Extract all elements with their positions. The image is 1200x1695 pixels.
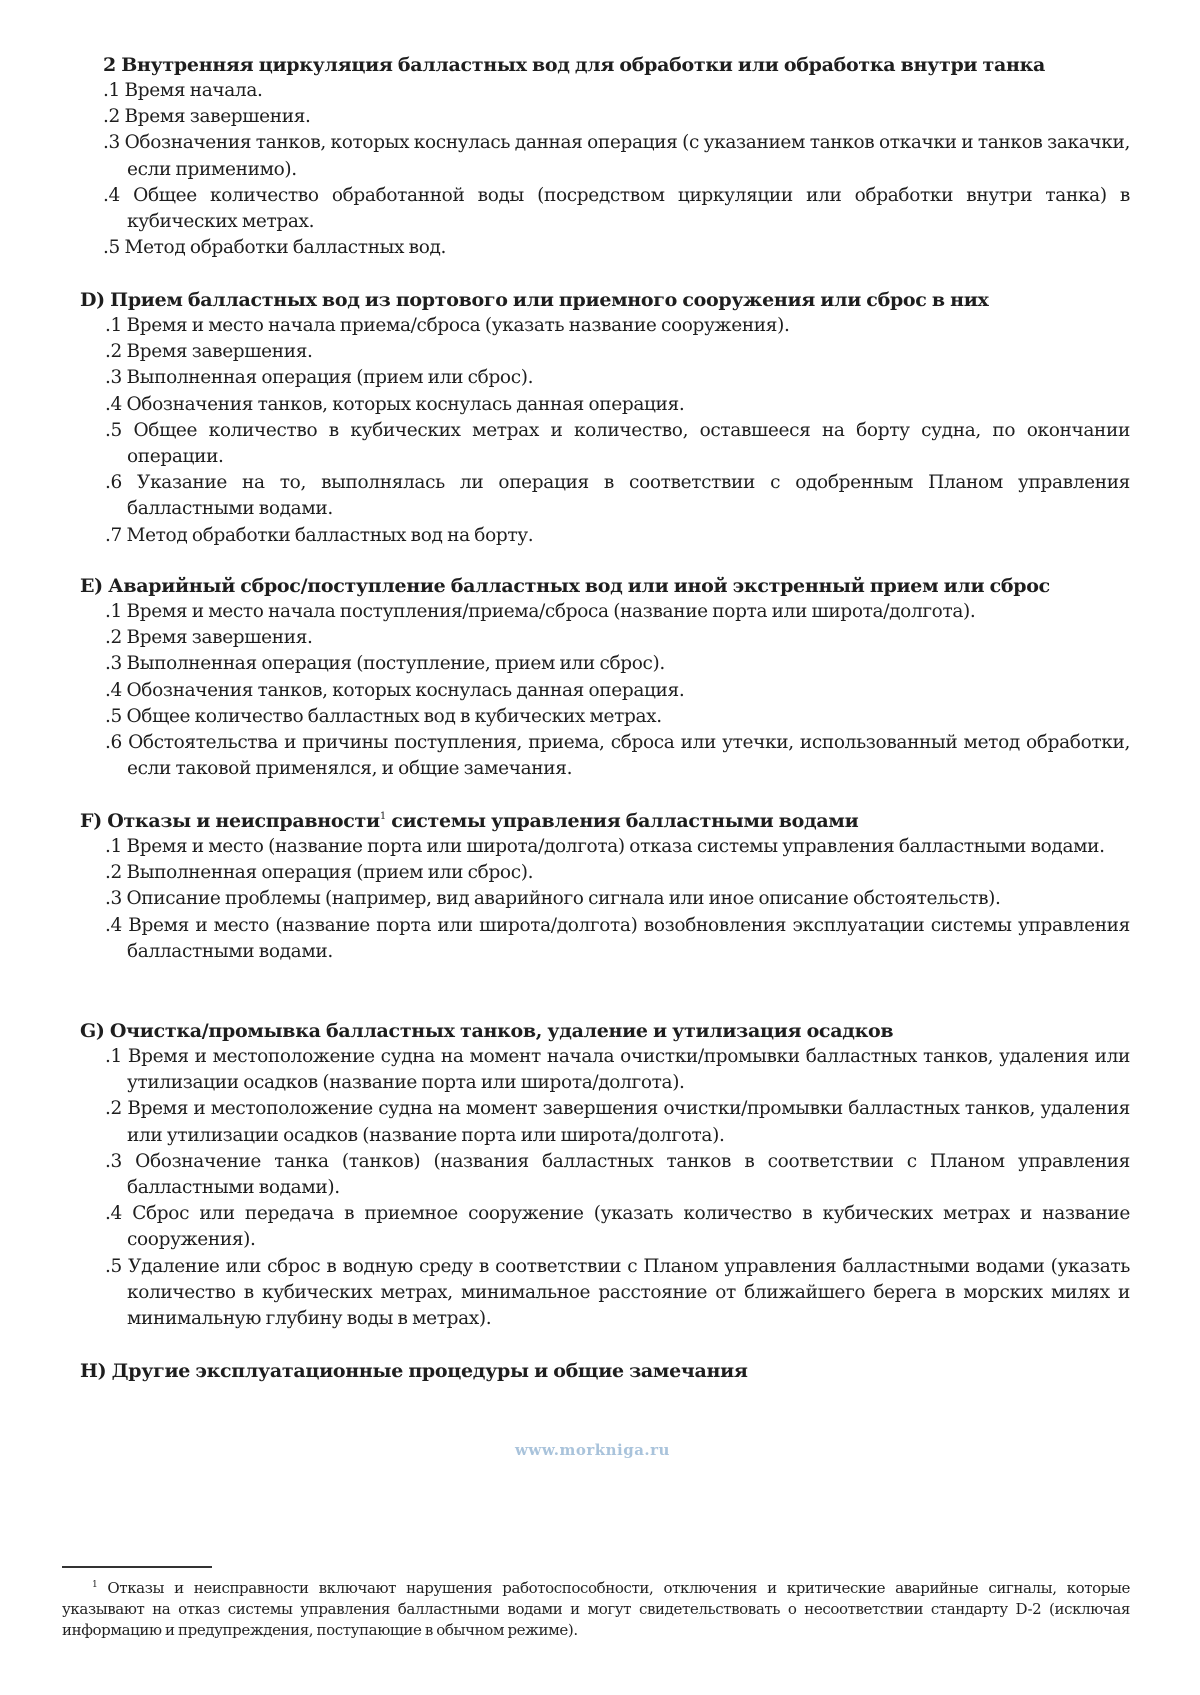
- list-item: .7 Метод обработки балластных вод на борту.: [105, 524, 534, 546]
- list-item: .1 Время и место (название порта или широта/долгота) отказа системы управления балластными водами.: [105, 836, 1105, 857]
- footnote: [62, 1578, 1130, 1641]
- list-item: .5 Удаление или сброс в водную среду в соответствии с Планом управления балластными водами (указать количество в кубических метрах, минимальное расстояние от ближайшего берега в морских милях и минимальную глубину воды в метрах).: [105, 1255, 1130, 1330]
- section-g-tank-cleaning: [80, 1018, 1130, 1332]
- list-item: .4 Общее количество обработанной воды (посредством циркуляции или обработки внутри танка) в кубических метрах.: [103, 184, 1130, 233]
- section-heading: D) Прием балластных вод из портового или приемного сооружения или сброс в них: [80, 289, 989, 311]
- list-item: .2 Время завершения.: [105, 341, 313, 363]
- item-list: [80, 834, 1130, 965]
- footnote-divider: [62, 1566, 212, 1568]
- list-item: .4 Обозначения танков, которых коснулась данная операция.: [105, 679, 685, 701]
- section-h-other-procedures: [80, 1358, 1130, 1384]
- item-list: [103, 78, 1130, 261]
- footnote-marker: 1: [92, 1580, 98, 1590]
- list-item: .2 Время завершения.: [105, 627, 313, 649]
- section-heading: 2 Внутренняя циркуляция балластных вод для обработки или обработка внутри танка: [103, 54, 1046, 76]
- list-item: .4 Обозначения танков, которых коснулась данная операция.: [105, 393, 685, 415]
- list-item: .1 Время начала.: [103, 80, 263, 101]
- section-2-internal-circulation: [103, 52, 1130, 261]
- list-item: .5 Общее количество в кубических метрах и количество, оставшееся на борту судна, по окончании операции.: [105, 419, 1130, 468]
- list-item: .6 Указание на то, выполнялась ли операция в соответствии с одобренным Планом управления балластными водами.: [105, 472, 1130, 520]
- heading-text: системы управления балластными водами: [385, 810, 859, 832]
- list-item: .2 Время завершения.: [103, 106, 311, 128]
- item-list: [80, 313, 1130, 549]
- list-item: .3 Обозначение танка (танков) (названия балластных танков в соответствии с Планом управления балластными водами).: [105, 1150, 1130, 1199]
- section-e-emergency-discharge: [80, 573, 1130, 782]
- list-item: .6 Обстоятельства и причины поступления, приема, сброса или утечки, использованный метод обработки, если таковой применялся, и общие замечания.: [105, 732, 1130, 780]
- watermark: www.morkniga.ru: [515, 1441, 670, 1459]
- list-item: .1 Время и место начала приема/сброса (указать название сооружения).: [105, 315, 790, 336]
- list-item: .4 Время и место (название порта или широта/долгота) возобновления эксплуатации системы управления балластными водами.: [105, 914, 1130, 962]
- list-item: .4 Сброс или передача в приемное сооружение (указать количество в кубических метрах и название сооружения).: [105, 1203, 1130, 1251]
- section-heading: H) Другие эксплуатационные процедуры и общие замечания: [80, 1360, 748, 1382]
- section-heading: G) Очистка/промывка балластных танков, удаление и утилизация осадков: [80, 1020, 894, 1042]
- list-item: .1 Время и место начала поступления/приема/сброса (название порта или широта/долгота).: [105, 601, 976, 622]
- list-item: .3 Описание проблемы (например, вид аварийного сигнала или иное описание обстоятельств).: [105, 888, 1001, 910]
- section-heading: [80, 808, 1130, 834]
- list-item: .5 Метод обработки балластных вод.: [103, 237, 447, 259]
- list-item: .2 Время и местоположение судна на момент завершения очистки/промывки балластных танков, удаления или утилизации осадков (название порта или широта/долгота).: [105, 1098, 1130, 1146]
- list-item: .3 Обозначения танков, которых коснулась данная операция (с указанием танков откачки и танков закачки, если применимо).: [103, 132, 1130, 180]
- footnote-text: Отказы и неисправности включают нарушения работоспособности, отключения и критические аварийные сигналы, которые указывают на отказ системы управления балластными водами и могут свидетельствовать о несоответствии стандарту D-2 (исключая информацию и предупреждения, поступающие в обычном режиме).: [62, 1579, 1130, 1639]
- section-d-reception-discharge: [80, 287, 1130, 549]
- list-item: .2 Выполненная операция (прием или сброс).: [105, 862, 534, 884]
- item-list: [80, 1044, 1130, 1332]
- list-item: .1 Время и местоположение судна на момент начала очистки/промывки балластных танков, удаления или утилизации осадков (название порта или широта/долгота).: [105, 1046, 1130, 1094]
- section-f-failures: [80, 808, 1130, 965]
- list-item: .3 Выполненная операция (поступление, прием или сброс).: [105, 653, 665, 675]
- list-item: .3 Выполненная операция (прием или сброс).: [105, 367, 534, 389]
- item-list: [80, 599, 1130, 782]
- footnote-reference[interactable]: 1: [379, 811, 386, 822]
- heading-text: F) Отказы и неисправности: [80, 810, 380, 832]
- section-heading: E) Аварийный сброс/поступление балластных вод или иной экстренный прием или сброс: [80, 575, 1050, 597]
- list-item: .5 Общее количество балластных вод в кубических метрах.: [105, 705, 662, 727]
